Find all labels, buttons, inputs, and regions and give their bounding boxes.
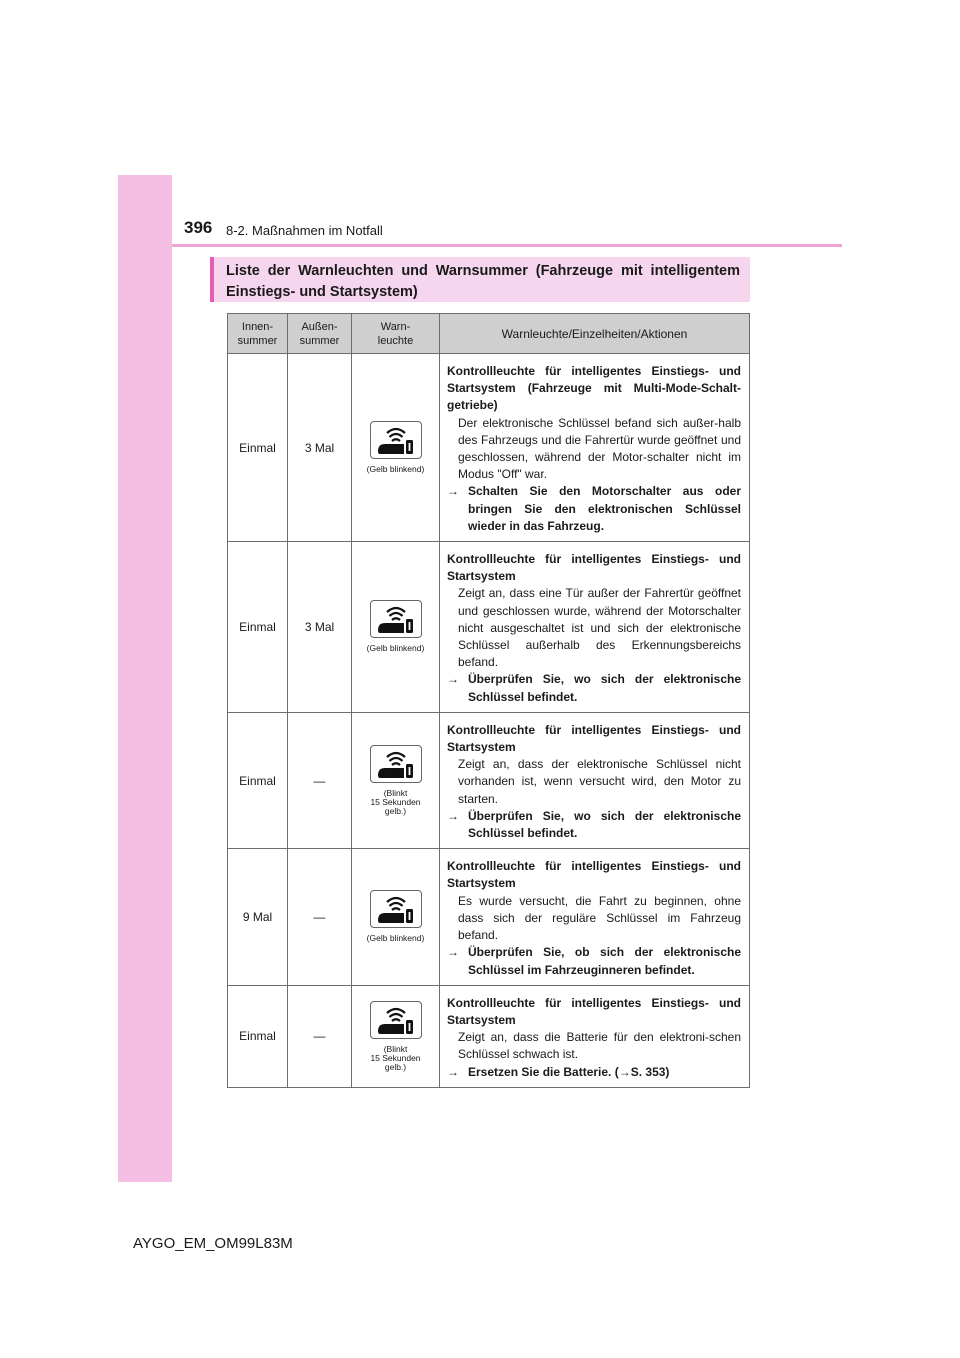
box-title: Liste der Warnleuchten und Warnsummer (Fahrzeuge mit intelligentem Einstiegs- und Startsystem) xyxy=(210,257,750,302)
outer-buzzer-cell: — xyxy=(288,849,352,985)
smart-key-warning-icon xyxy=(370,1001,422,1039)
arrow-right-icon: → xyxy=(447,808,459,823)
inner-buzzer-cell: Einmal xyxy=(228,542,288,713)
smart-key-warning-icon xyxy=(370,745,422,783)
col-inner-buzzer: Innen- summer xyxy=(228,314,288,354)
details-cell xyxy=(440,849,750,985)
details-text: Zeigt an, dass der elektronische Schlüssel nicht vorhanden ist, wenn versucht wird, den Motor zu starten. xyxy=(458,757,741,806)
details-heading: Kontrollleuchte für intelligentes Einstiegs- und Startsystem xyxy=(447,552,741,584)
outer-buzzer-cell: — xyxy=(288,985,352,1087)
details-action: → Überprüfen Sie, wo sich der elektronische Schlüssel befindet. xyxy=(447,672,741,704)
outer-buzzer-cell: 3 Mal xyxy=(288,542,352,713)
warning-light-cell xyxy=(352,354,440,542)
smart-key-warning-icon xyxy=(370,890,422,928)
details-action: → Schalten Sie den Motorschalter aus oder bringen Sie den elektronischen Schlüssel wieder in das Fahrzeug. xyxy=(447,484,741,533)
details-action: → Überprüfen Sie, wo sich der elektronische Schlüssel befindet. xyxy=(447,808,741,841)
arrow-right-icon: → xyxy=(447,1064,459,1079)
arrow-right-icon: → xyxy=(447,945,459,960)
page-number: 396 xyxy=(184,218,213,237)
inner-buzzer-cell: Einmal xyxy=(228,712,288,848)
details-cell xyxy=(440,354,750,542)
outer-buzzer-cell: — xyxy=(288,712,352,848)
smart-key-warning-icon xyxy=(370,421,422,459)
details-action: → Überprüfen Sie, ob sich der elektronische Schlüssel im Fahrzeuginneren befindet. xyxy=(447,945,741,977)
details-heading: Kontrollleuchte für intelligentes Einstiegs- und Startsystem xyxy=(447,995,741,1027)
details-action: → Ersetzen Sie die Batterie. (→S. 353) xyxy=(447,1064,741,1081)
col-warning-light: Warn- leuchte xyxy=(352,314,440,354)
warning-light-cell xyxy=(352,542,440,713)
details-heading: Kontrollleuchte für intelligentes Einstiegs- und Startsystem xyxy=(447,722,741,755)
details-heading: Kontrollleuchte für intelligentes Einstiegs- und Startsystem (Fahrzeuge mit Multi-Mode-Schalt-getriebe) xyxy=(447,364,741,413)
table-row xyxy=(228,542,750,713)
icon-caption: (Gelb blinkend) xyxy=(366,464,425,475)
icon-caption: (Blinkt 15 Sekunden gelb.) xyxy=(370,788,421,817)
details-cell xyxy=(440,985,750,1087)
warning-light-cell xyxy=(352,712,440,848)
details-text: Zeigt an, dass eine Tür außer der Fahrertür geöffnet und geschlossen wurde, während der Motorschalter nicht ausgeschaltet ist und sich der elektronische Schlüssel außerhalb des Erkennungsbereichs befand. xyxy=(458,586,741,670)
details-heading: Kontrollleuchte für intelligentes Einstiegs- und Startsystem xyxy=(447,859,741,891)
section-title: 8-2. Maßnahmen im Notfall xyxy=(226,223,383,238)
table-row xyxy=(228,712,750,848)
warning-light-cell xyxy=(352,985,440,1087)
outer-buzzer-cell: 3 Mal xyxy=(288,354,352,542)
icon-caption: (Gelb blinkend) xyxy=(366,933,425,944)
warning-table xyxy=(227,313,750,1088)
details-cell xyxy=(440,542,750,713)
header-rule xyxy=(172,244,842,247)
inner-buzzer-cell: Einmal xyxy=(228,354,288,542)
table-body xyxy=(228,354,750,1088)
smart-key-warning-icon xyxy=(370,600,422,638)
col-details: Warnleuchte/Einzelheiten/Aktionen xyxy=(440,314,750,354)
table-row xyxy=(228,849,750,985)
icon-caption: (Gelb blinkend) xyxy=(366,643,425,654)
side-band xyxy=(118,175,172,1182)
table-row xyxy=(228,354,750,542)
details-text: Der elektronische Schlüssel befand sich außer-halb des Fahrzeugs und die Fahrertür wurde geöffnet und geschlossen, während der Motor-schalter nicht im Modus "Off" war. xyxy=(458,415,741,482)
details-text: Zeigt an, dass die Batterie für den elektroni-schen Schlüssel schwach ist. xyxy=(458,1030,741,1062)
details-cell xyxy=(440,712,750,848)
col-outer-buzzer: Außen- summer xyxy=(288,314,352,354)
table-row xyxy=(228,985,750,1087)
inner-buzzer-cell: 9 Mal xyxy=(228,849,288,985)
footer-code: AYGO_EM_OM99L83M xyxy=(133,1235,293,1252)
warning-light-cell xyxy=(352,849,440,985)
inner-buzzer-cell: Einmal xyxy=(228,985,288,1087)
table-header-row xyxy=(228,314,750,354)
arrow-right-icon: → xyxy=(447,672,459,687)
icon-caption: (Blinkt 15 Sekunden gelb.) xyxy=(370,1043,421,1072)
details-text: Es wurde versucht, die Fahrt zu beginnen, ohne dass sich der reguläre Schlüssel im Fahrzeug befand. xyxy=(458,893,741,943)
arrow-right-icon: → xyxy=(447,484,459,499)
